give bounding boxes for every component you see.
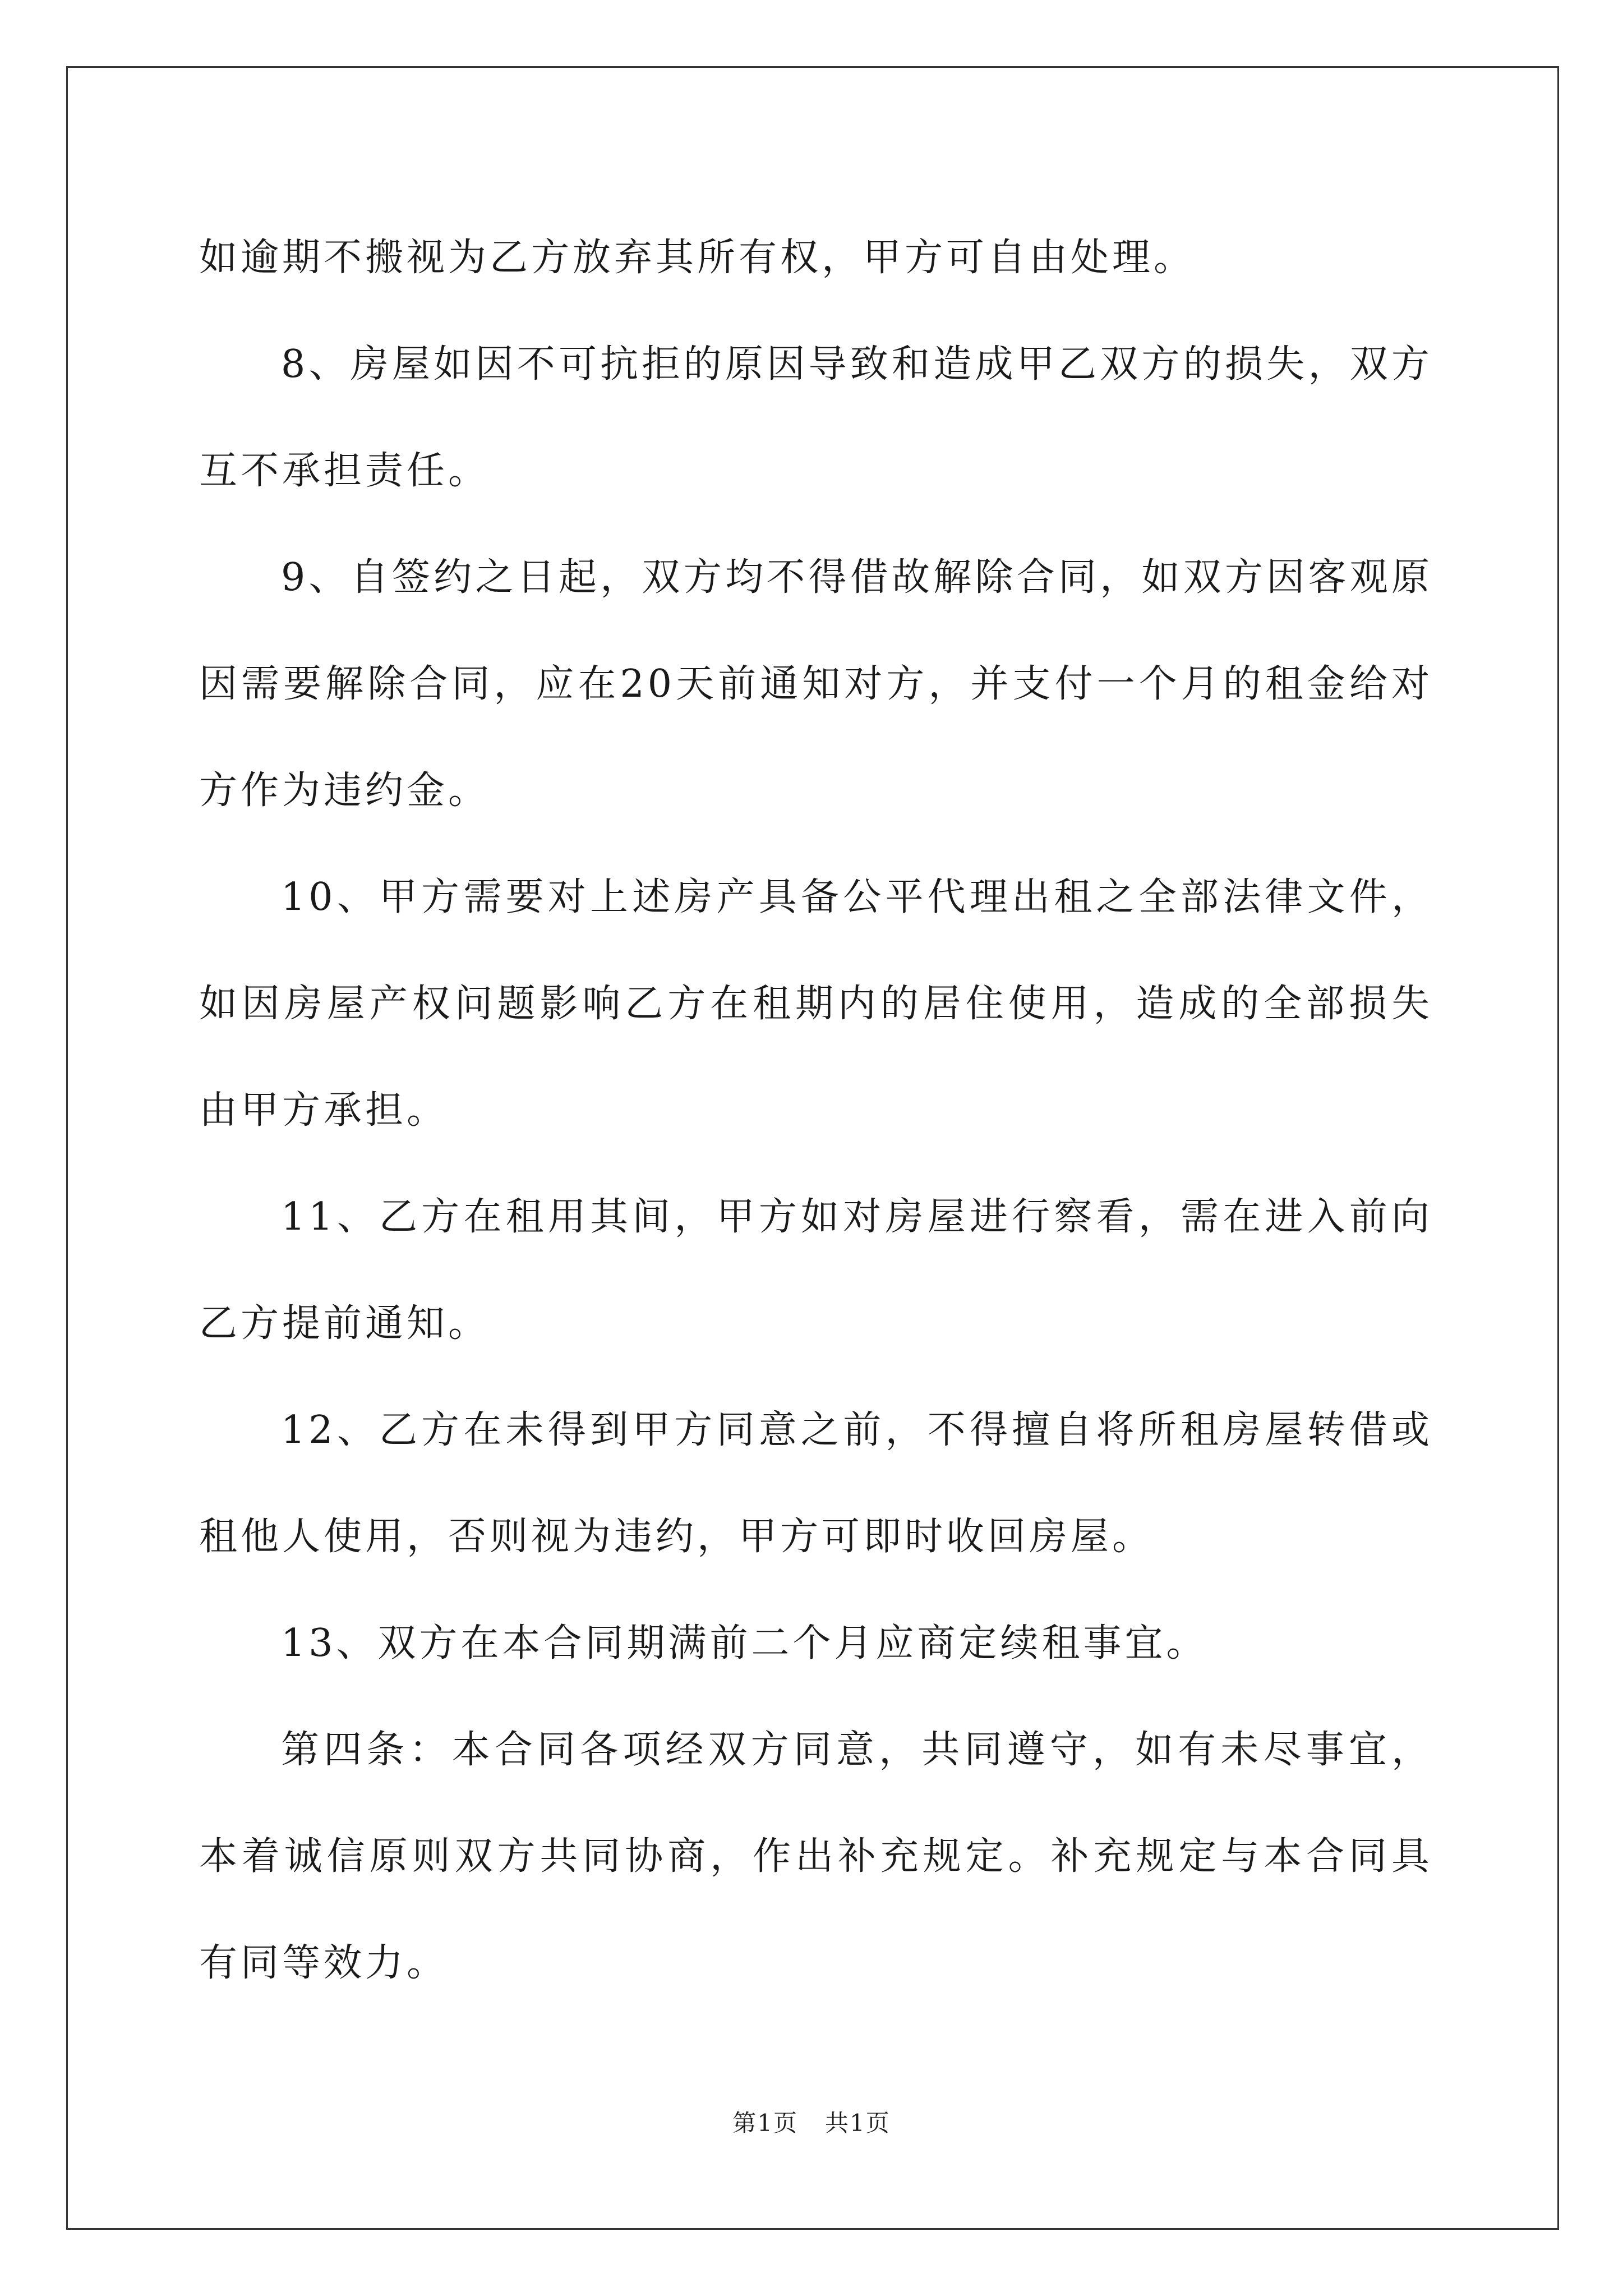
page-number: 第1页 [732,2109,798,2137]
page-total: 共1页 [825,2109,891,2137]
page-footer [0,2106,1623,2140]
paragraph-clause-11: 11、乙方在租用其间，甲方如对房屋进行察看，需在进入前向乙方提前通知。 [199,1195,1433,1346]
document-body [199,205,1433,2017]
paragraph-clause-8: 8、房屋如因不可抗拒的原因导致和造成甲乙双方的损失，双方互不承担责任。 [199,342,1433,493]
paragraph-clause-9: 9、自签约之日起，双方均不得借故解除合同，如双方因客观原因需要解除合同，应在20天前通知对方，并支付一个月的租金给对方作为违约金。 [199,555,1433,813]
paragraph-article-4: 第四条：本合同各项经双方同意，共同遵守，如有未尽事宜，本着诚信原则双方共同协商，作出补充规定。补充规定与本合同具有同等效力。 [199,1728,1433,1985]
paragraph-clause-10: 10、甲方需要对上述房产具备公平代理出租之全部法律文件，如因房屋产权问题影响乙方在租期内的居住使用，造成的全部损失由甲方承担。 [199,875,1433,1133]
paragraph-clause-12: 12、乙方在未得到甲方同意之前，不得擅自将所租房屋转借或租他人使用，否则视为违约，甲方可即时收回房屋。 [199,1408,1433,1559]
paragraph-clause-13: 13、双方在本合同期满前二个月应商定续租事宜。 [281,1621,1208,1665]
paragraph-continuation: 如逾期不搬视为乙方放弃其所有权，甲方可自由处理。 [199,236,1196,280]
